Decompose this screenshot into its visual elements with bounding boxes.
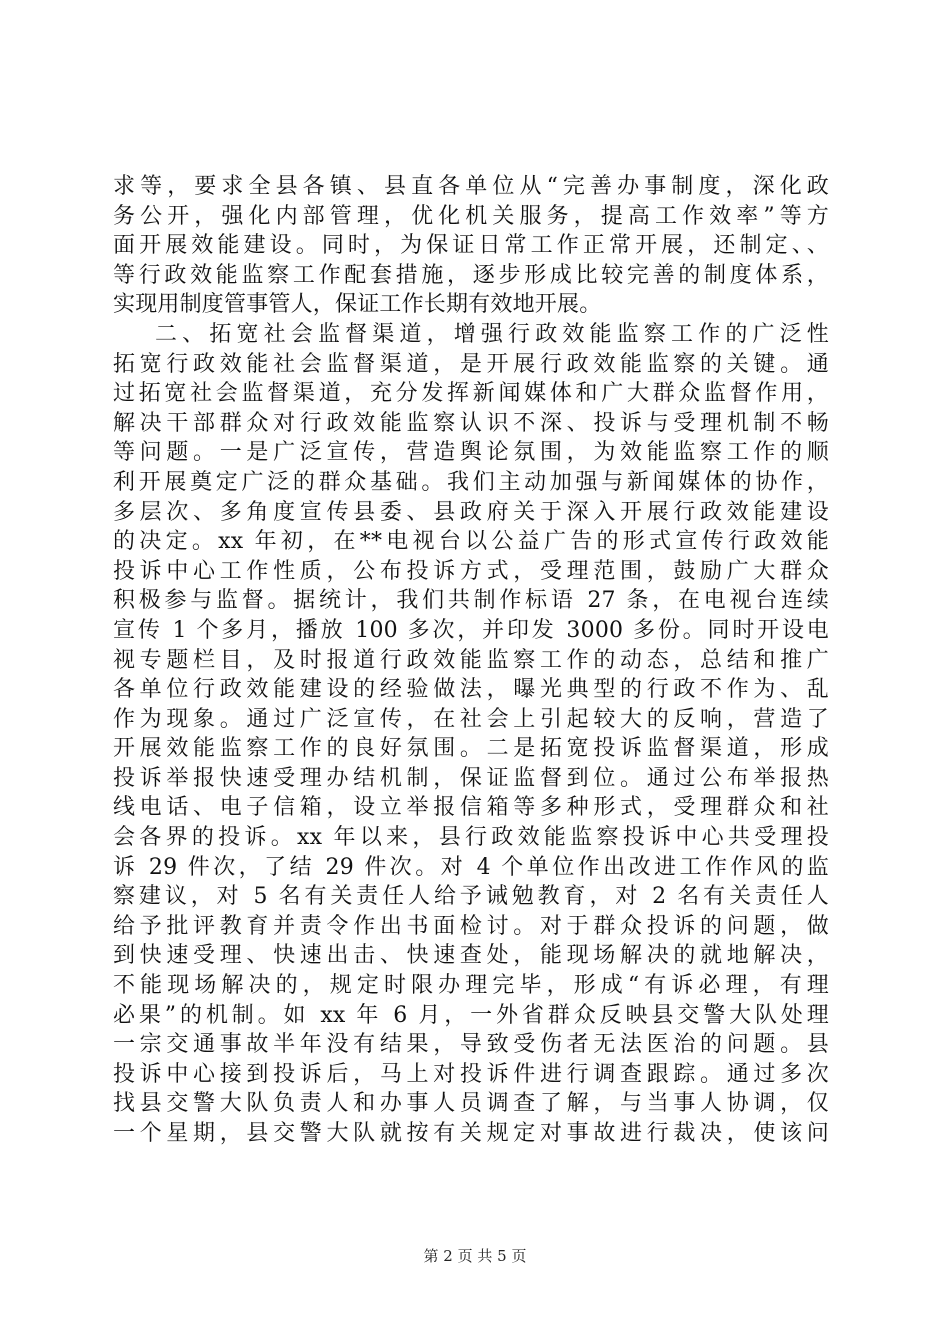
text-line: 实现用制度管事管人，保证工作长期有效地开展。 <box>113 292 602 318</box>
text-line: 线电话、电子信箱，设立举报信箱等多种形式，受理群众和社 <box>113 795 829 821</box>
text-line: 一个星期，县交警大队就按有关规定对事故进行裁决，使该问 <box>113 1121 829 1146</box>
text-line: 给予批评教育并责令作出书面检讨。对于群众投诉的问题，做 <box>113 913 829 939</box>
text-line: 求等，要求全县各镇、县直各单位从“完善办事制度，深化政 <box>113 174 829 199</box>
text-line: 投诉中心接到投诉后，马上对投诉件进行调查跟踪。通过多次 <box>113 1061 829 1087</box>
text-line: 开展效能监察工作的良好氛围。二是拓宽投诉监督渠道，形成 <box>113 736 829 762</box>
text-line: 必果”的机制。如 xx 年 6 月，一外省群众反映县交警大队处理 <box>113 1002 829 1028</box>
text-line: 到快速受理、快速出击、快速查处，能现场解决的就地解决， <box>113 943 829 969</box>
text-line: 会各界的投诉。xx 年以来，县行政效能监察投诉中心共受理投 <box>113 825 829 851</box>
body-text <box>113 172 829 1149</box>
text-line: 等问题。一是广泛宣传，营造舆论氛围，为效能监察工作的顺 <box>113 440 829 466</box>
text-line: 作为现象。通过广泛宣传，在社会上引起较大的反响，营造了 <box>113 706 829 732</box>
text-line: 面开展效能建设。同时，为保证日常工作正常开展，还制定、、 <box>113 233 829 259</box>
text-line: 多层次、多角度宣传县委、县政府关于深入开展行政效能建设 <box>113 499 829 525</box>
text-line: 各单位行政效能建设的经验做法，曝光典型的行政不作为、乱 <box>113 677 829 703</box>
text-line: 投诉举报快速受理办结机制，保证监督到位。通过公布举报热 <box>113 765 829 791</box>
text-line: 不能现场解决的，规定时限办理完毕，形成“有诉必理，有理 <box>113 973 829 999</box>
text-line: 察建议，对 5 名有关责任人给予诫勉教育，对 2 名有关责任人 <box>113 884 829 910</box>
text-line: 的决定。xx 年初，在**电视台以公益广告的形式宣传行政效能 <box>113 529 829 555</box>
text-line: 等行政效能监察工作配套措施，逐步形成比较完善的制度体系， <box>113 262 829 288</box>
section-heading: 二、拓宽社会监督渠道，增强行政效能监察工作的广泛性 <box>155 321 829 347</box>
page-number-footer: 第 2 页 共 5 页 <box>423 1247 527 1265</box>
text-line: 一宗交通事故半年没有结果，导致受伤者无法医治的问题。县 <box>113 1032 829 1058</box>
text-line: 利开展奠定广泛的群众基础。我们主动加强与新闻媒体的协作， <box>113 469 829 495</box>
text-line: 宣传 1 个多月，播放 100 多次，并印发 3000 多份。同时开设电 <box>113 617 829 643</box>
text-line: 视专题栏目，及时报道行政效能监察工作的动态，总结和推广 <box>113 647 829 673</box>
text-line: 过拓宽社会监督渠道，充分发挥新闻媒体和广大群众监督作用， <box>113 381 829 407</box>
text-line: 拓宽行政效能社会监督渠道，是开展行政效能监察的关键。通 <box>113 351 829 377</box>
text-line: 解决干部群众对行政效能监察认识不深、投诉与受理机制不畅 <box>113 410 829 436</box>
text-line: 务公开，强化内部管理，优化机关服务，提高工作效率”等方 <box>113 203 829 229</box>
text-line: 积极参与监督。据统计，我们共制作标语 27 条，在电视台连续 <box>113 588 829 614</box>
text-line: 找县交警大队负责人和办事人员调查了解，与当事人协调，仅 <box>113 1091 829 1117</box>
text-line: 投诉中心工作性质，公布投诉方式，受理范围，鼓励广大群众 <box>113 558 829 584</box>
text-line: 诉 29 件次，了结 29 件次。对 4 个单位作出改进工作作风的监 <box>113 854 829 880</box>
